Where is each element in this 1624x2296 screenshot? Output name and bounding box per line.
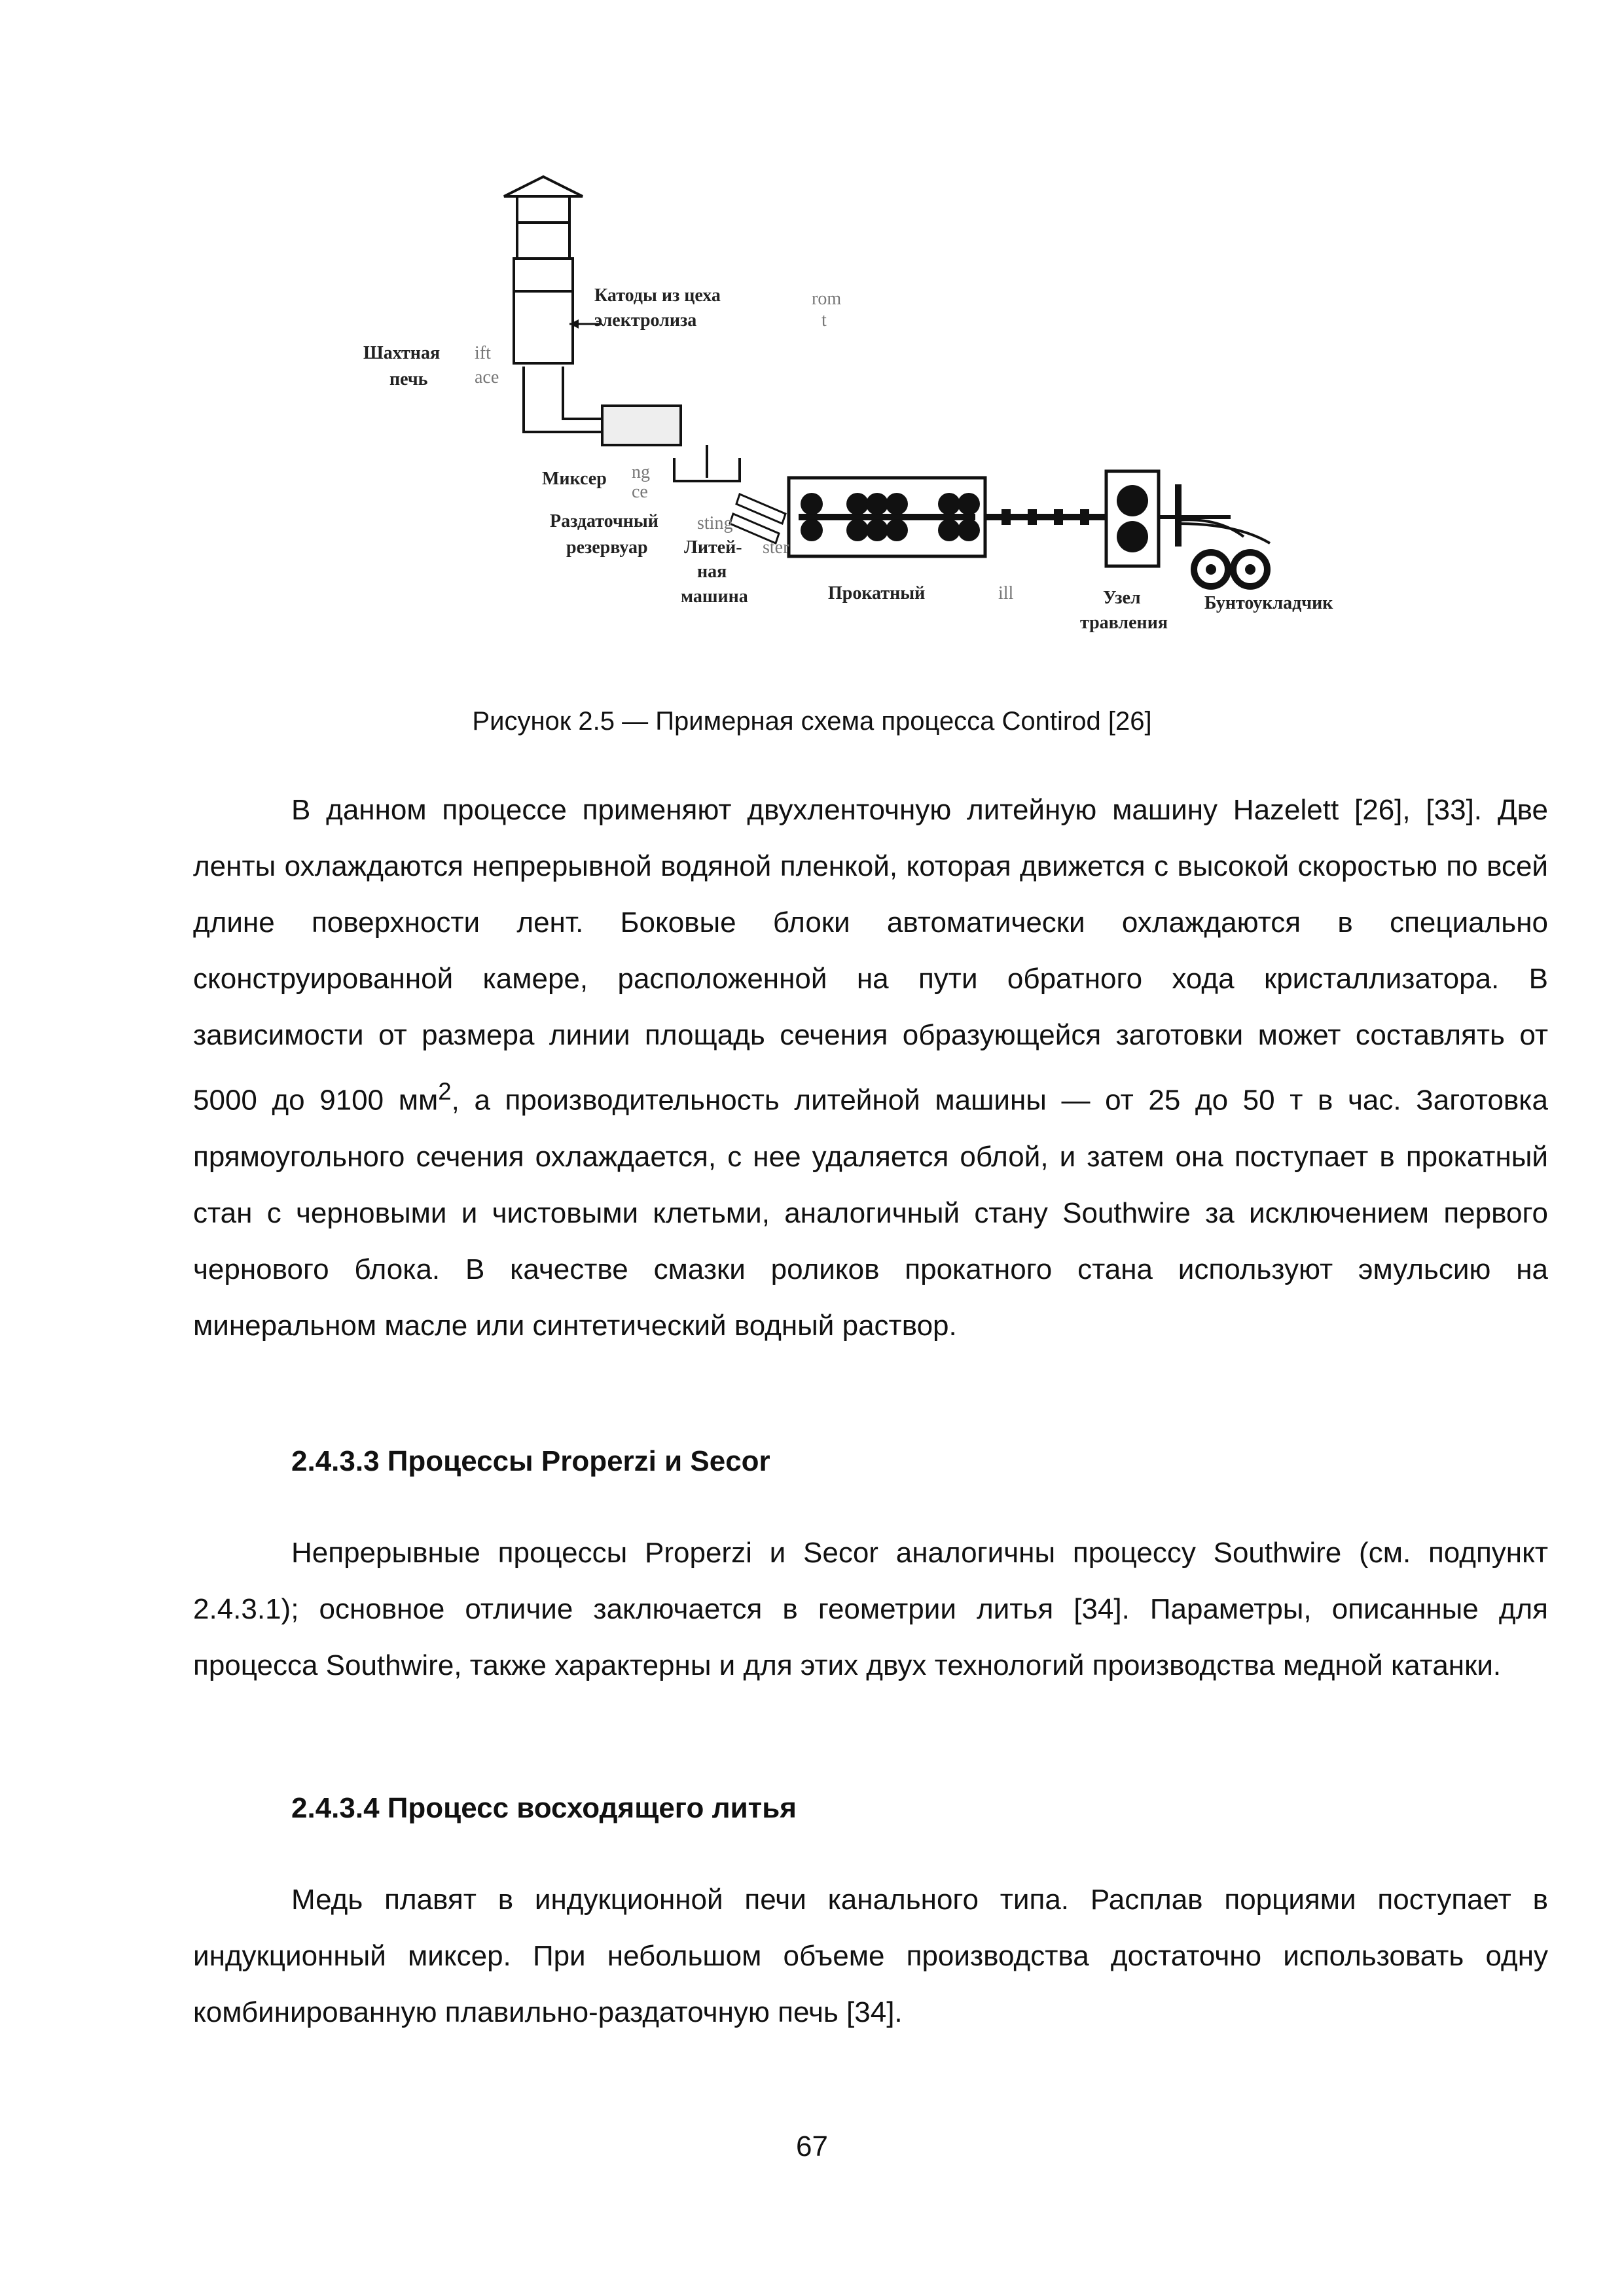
process-schematic <box>327 170 1401 668</box>
furnace-head <box>514 259 573 291</box>
ghost-label: ill <box>998 583 1014 603</box>
section-heading-upcast: 2.4.3.4 Процесс восходящего литья <box>291 1792 797 1824</box>
label-caster: Литей- <box>684 537 742 558</box>
conveyor-block <box>1001 509 1011 525</box>
furnace-roof <box>504 177 583 196</box>
label-cathodes: Катоды из цеха <box>594 285 721 306</box>
mill-roll <box>846 519 869 541</box>
mill-roll <box>846 493 869 515</box>
ghost-label: ng <box>632 462 650 482</box>
mill-roll <box>801 519 823 541</box>
paragraph-text: Непрерывные процессы Properzi и Secor аналогичны процессу Southwire (см. подпункт 2.4.3.1); основное отличие заключается в геометрии литья [34]. Параметры, описанные для процесса Southwire, также характерны и для этих двух технологий производства медной катанки. <box>193 1537 1548 1681</box>
ghost-label: sting <box>697 513 733 533</box>
shaft-furnace <box>514 291 573 363</box>
ghost-label: ace <box>475 367 499 387</box>
mixer <box>602 406 681 445</box>
contirod-process-diagram <box>327 170 1401 668</box>
coiler-guide <box>1178 524 1270 543</box>
conveyor-block <box>1028 509 1037 525</box>
paragraph-properzi <box>193 1525 1548 1694</box>
furnace-chimney <box>517 196 569 223</box>
mill-roll <box>938 493 960 515</box>
label-coiler: Бунтоукладчик <box>1204 593 1333 613</box>
label-caster-2: ная <box>697 562 727 582</box>
coil-core <box>1245 564 1255 575</box>
furnace-stack <box>517 223 569 259</box>
paragraph-upcast <box>193 1872 1548 2041</box>
mill-roll <box>866 493 888 515</box>
ghost-label: rom <box>812 289 842 309</box>
label-pickling-2: травления <box>1080 613 1168 633</box>
label-tundish-2: резервуар <box>566 537 648 558</box>
mill-roll <box>866 519 888 541</box>
pickling-roll <box>1117 485 1148 516</box>
ghost-label: ster <box>763 537 789 558</box>
label-cathodes-2: электролиза <box>594 310 697 331</box>
coil-core <box>1206 564 1216 575</box>
figure-caption: Рисунок 2.5 — Примерная схема процесса Contirod [26] <box>472 707 1152 736</box>
label-shaft-furnace: Шахтная <box>363 343 441 363</box>
mill-roll <box>801 493 823 515</box>
ghost-label: ce <box>632 482 648 502</box>
pickling-roll <box>1117 521 1148 552</box>
furnace-launder <box>524 367 602 432</box>
label-rolling-mill: Прокатный <box>828 583 926 603</box>
conveyor-block <box>1054 509 1063 525</box>
label-caster-3: машина <box>681 586 748 607</box>
mill-roll <box>886 493 908 515</box>
label-mixer: Миксер <box>542 469 607 489</box>
label-tundish: Раздаточный <box>550 511 659 531</box>
mill-roll <box>958 493 980 515</box>
ghost-label: t <box>821 310 827 331</box>
label-shaft-furnace-2: печь <box>389 369 428 389</box>
paragraph-text: В данном процессе применяют двухленточную литейную машину Hazelett [26], [33]. Две ленты охлаждаются непрерывной водяной пленкой, которая движется с высокой скоростью по всей длине поверхности лент. Боковые блоки автоматически охлаждаются в специально сконструированной камере, расположенной на пути обратного хода кристаллизатора. В зависимости от размера линии площадь сечения образующейся заготовки может составлять от 5000 до 9100 мм <box>193 794 1548 1117</box>
mill-roll <box>886 519 908 541</box>
mill-roll <box>958 519 980 541</box>
paragraph-text-cont: , а производительность литейной машины — от 25 до 50 т в час. Заготовка прямоугольного сечения охлаждается, с нее удаляется облой, и затем она поступает в прокатный стан с черновыми и чистовыми клетьми, аналогичный стану Southwire за исключением первого чернового блока. В качестве смазки роликов прокатного стана используют эмульсию на минеральном масле или синтетический водный раствор. <box>193 1084 1548 1342</box>
ghost-label: ift <box>475 343 491 363</box>
mill-roll <box>938 519 960 541</box>
page-number: 67 <box>796 2130 828 2162</box>
superscript: 2 <box>438 1078 452 1105</box>
section-heading-properzi: 2.4.3.3 Процессы Properzi и Secor <box>291 1445 770 1477</box>
paragraph-hazelett <box>193 782 1548 1354</box>
conveyor-block <box>1080 509 1089 525</box>
paragraph-text: Медь плавят в индукционной печи канального типа. Расплав порциями поступает в индукционный миксер. При небольшом объеме производства достаточно использовать одну комбинированную плавильно-раздаточную печь [34]. <box>193 1884 1548 2028</box>
label-pickling: Узел <box>1103 588 1141 608</box>
